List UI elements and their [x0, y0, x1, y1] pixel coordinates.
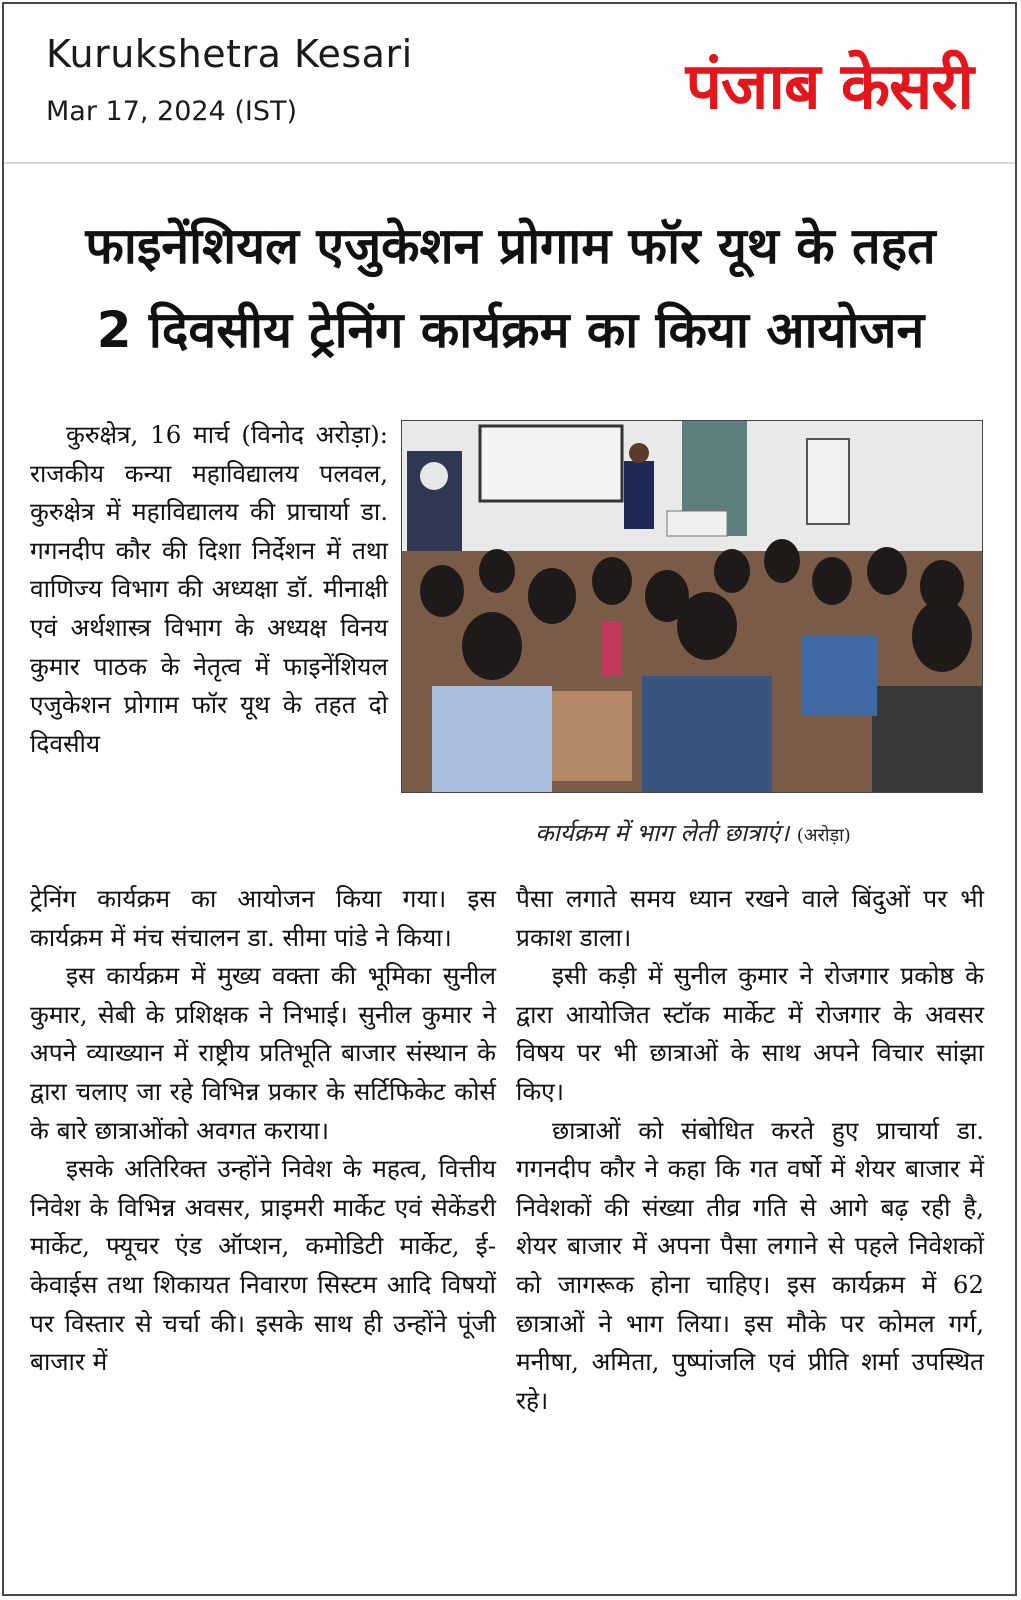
- punjab-kesari-logo: पंजाब केसरी: [685, 50, 973, 124]
- publication-date: Mar 17, 2024 (IST): [46, 96, 298, 127]
- photo-caption: [404, 816, 982, 849]
- paragraph-continued: ट्रेनिंग कार्यक्रम का आयोजन किया गया। इस कार्यक्रम में मंच संचालन डा. सीमा पांडे ने किया।: [30, 884, 496, 952]
- paragraph-employment: इसी कड़ी में सुनील कुमार ने रोजगार प्रकोष्ठ के द्वारा आयोजित स्टॉक मार्केट में रोजगार के अवसर विषय पर भी छात्राओं के साथ अपने विचार सांझा किए।: [516, 961, 984, 1106]
- caption-text: कार्यक्रम में भाग लेती छात्राएं।: [535, 819, 790, 847]
- publication-name: Kurukshetra Kesari: [46, 32, 413, 76]
- event-photo: [401, 420, 983, 793]
- article-column-top-left: [30, 416, 388, 763]
- clipping-header: [4, 4, 1015, 164]
- headline-line-2: 2 दिवसीय ट्रेनिंग कार्यक्रम का किया आयोजन: [96, 301, 925, 359]
- article-column-left: [30, 880, 496, 1382]
- newspaper-clipping: [2, 2, 1017, 1596]
- paragraph-continued-right: पैसा लगाते समय ध्यान रखने वाले बिंदुओं पर भी प्रकाश डाला।: [516, 884, 984, 952]
- article-column-right: [516, 880, 984, 1420]
- paragraph-principal: छात्राओं को संबोधित करते हुए प्राचार्या डा. गगनदीप कौर ने कहा कि गत वर्षो में शेयर बाजार में निवेशकों की संख्या तीव्र गति से आगे बढ़ रही है, शेयर बाजार में अपना पैसा लगाने से पहले निवेशकों को जागरूक होना चाहिए। इस कार्यक्रम में 62 छात्राओं ने भाग लिया। इस मौके पर कोमल गर्ग, मनीषा, अमिता, पुष्पांजलि एवं प्रीति शर्मा उपस्थित रहे।: [516, 1115, 984, 1415]
- article-headline: [24, 204, 997, 372]
- header-divider: [4, 162, 1015, 164]
- headline-line-1: फाइनेंशियल एजुकेशन प्रोगाम फॉर यूथ के तहत: [85, 217, 936, 275]
- classroom-photo-illustration: [402, 421, 982, 792]
- paragraph-dateline: कुरुक्षेत्र, 16 मार्च (विनोद अरोड़ा): राजकीय कन्या महाविद्यालय पलवल, कुरुक्षेत्र में महाविद्यालय की प्राचार्या डा. गगनदीप कौर की दिशा निर्देशन में तथा वाणिज्य विभाग की अध्यक्षा डॉ. मीनाक्षी एवं अर्थशास्त्र विभाग के अध्यक्ष विनय कुमार पाठक के नेतृत्व में फाइनेंशियल एजुकेशन प्रोगाम फॉर यूथ के तहत दो दिवसीय: [30, 420, 388, 758]
- paragraph-speaker: इस कार्यक्रम में मुख्य वक्ता की भूमिका सुनील कुमार, सेबी के प्रशिक्षक ने निभाई। सुनील कुमार ने अपने व्याख्यान में राष्ट्रीय प्रतिभूति बाजार संस्थान के द्वारा चलाए जा रहे विभिन्न प्रकार के सर्टिफिकेट कोर्स के बारे छात्राओंको अवगत कराया।: [30, 961, 496, 1145]
- paragraph-topics: इसके अतिरिक्त उन्होंने निवेश के महत्व, वित्तीय निवेश के विभिन्न अवसर, प्राइमरी मार्केट एवं सेकेंडरी मार्केट, फ्यूचर एंड ऑप्शन, कमोडिटी मार्केट, ई-केवाईस तथा शिकायत निवारण सिस्टम आदि विषयों पर विस्तार से चर्चा की। इसके साथ ही उन्होंने पूंजी बाजार में: [30, 1154, 496, 1377]
- photo-credit: (अरोड़ा): [796, 825, 851, 846]
